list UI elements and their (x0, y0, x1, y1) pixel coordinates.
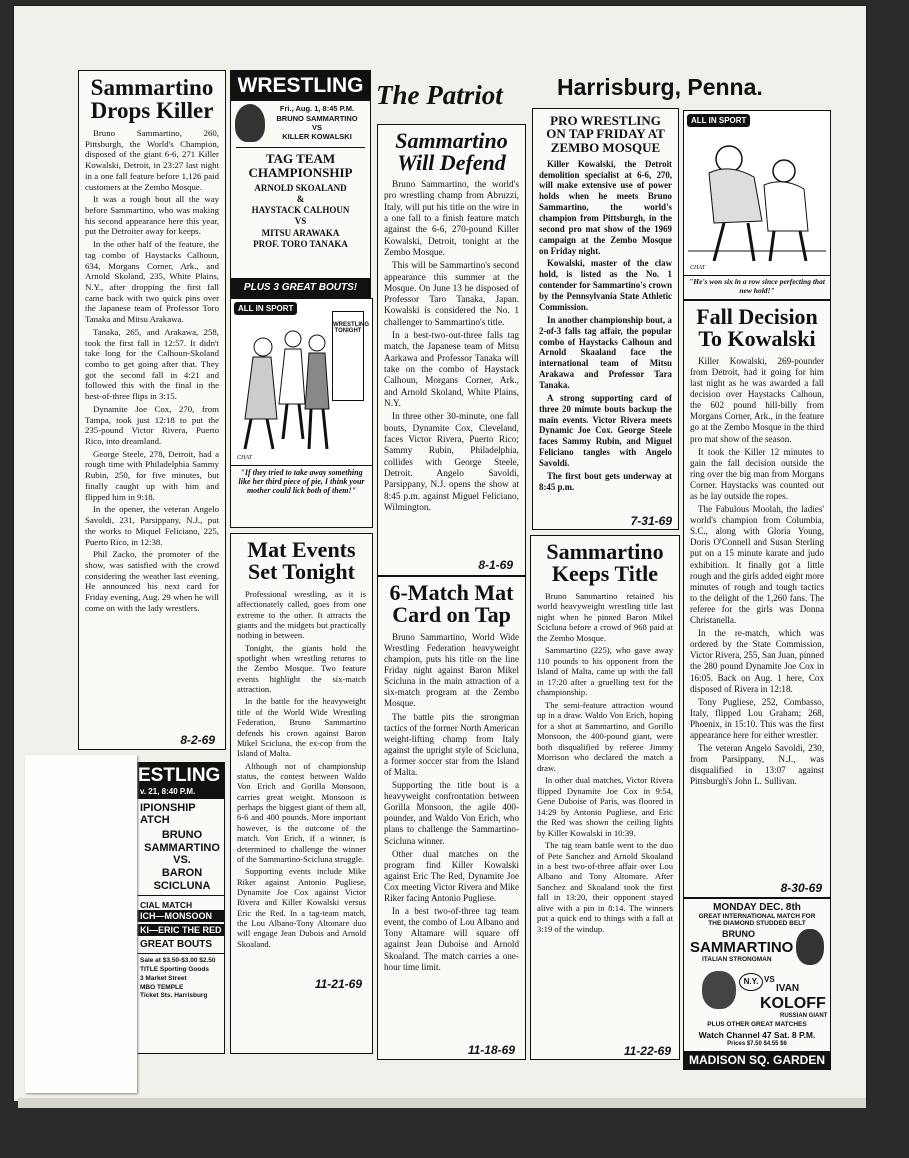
ad3-prices: Prices $7.50 $4.55 $6 (727, 1041, 787, 1047)
paragraph: The battle pits the strongman tactics of the former North American weight-lifting champ from Italy against the upright style of Scicluna, a former soccer star from the Island of Malta. (384, 711, 519, 777)
special-match-2: KI—ERIC THE RED (118, 924, 224, 936)
ad-main-line: VS. (173, 854, 191, 867)
headline: Mat Events Set Tonight (247, 537, 356, 585)
ad-plus: GREAT BOUTS (118, 936, 224, 954)
paragraph: Supporting the title bout is a heavyweight confrontation between Gorilla Monsoon, the agile 400-pounder, and Waldo Von Erich, who plans to challenge the Sammartino-Scicluna winner. (384, 780, 519, 846)
ad-madison-sq-garden (683, 898, 831, 1070)
paragraph: A strong supporting card of three 20 minute bouts backup the main events. Victor Rivera meets Dynamic Joe Cox. George Steele faces Sammy Rubin, and Miguel Feliciano tangles with Angelo Savoldi. (539, 392, 672, 468)
paragraph: Professional wrestling, as it is affectionately called, goes from one extreme to the other. It attracts the giants and the midgets but practically nothing in between. (237, 588, 366, 641)
paragraph: Sammartino (225), who gave away 110 pounds to his opponent from the Island of Malta, came up with the fall in 17:20 after a gruelling test for the championship. (537, 645, 673, 698)
ad3-koloff: KOLOFF (760, 995, 826, 1012)
paragraph: Tanaka, 265, and Arakawa, 258, took the first fall in 12:57. It didn't take long for the Calhoun-Skoland combo to get going after that. They got the second fall in 4:21 and followed this with the final in the best-of-three flips in 3:15. (85, 326, 219, 402)
ad-wrestling-aug-1 (230, 70, 371, 298)
ticket-line: 3 Market Street (140, 974, 187, 982)
paragraph: In other dual matches, Victor Rivera flipped Dynamite Joe Cox in 9:54, Gene Duboise of Paris, was floored in 14:29 by Antonio Pugliese, and Eric the Red was shown the ceiling lights by Killer Kowalski in 10:39. (537, 775, 673, 838)
ad3-top: MONDAY DEC. 8th (713, 902, 801, 913)
ad-date: v. 21, 8:40 P.M. (118, 787, 224, 799)
cartoon-figures-icon (231, 299, 371, 465)
ticket-line: Sale at $3.50-$3.00 $2.50 (140, 957, 216, 965)
handwritten-date: 8-1-69 (478, 558, 513, 572)
handwritten-date: 11-22-69 (623, 1044, 671, 1058)
paragraph: Kowalski, master of the claw hold, is listed as the No. 1 contender for Sammartino's crown by the Pennsylvania State Athletic Commission. (539, 258, 672, 312)
ad-main-line: SCICLUNA (153, 879, 211, 892)
ad-plus: PLUS 3 GREAT BOUTS! (231, 278, 370, 297)
ad-main2: KILLER KOWALSKI (282, 132, 352, 142)
koloff-photo (702, 971, 736, 1009)
cartoon-artist: CHAT (237, 455, 253, 461)
headline: Sammartino Drops Killer (90, 75, 214, 124)
ticket-line: Ticket Sts. Harrisburg (140, 992, 208, 1000)
article-body (537, 591, 673, 935)
paragraph: George Steele, 278, Detroit, had a rough time with Philadelphia Sammy Rubin, 250, for five minutes, but finally caught up with him and flipped him in 9:18. (85, 448, 219, 502)
cartoon-caption: "He's won six in a row since perfecting that new hold!" (689, 277, 825, 295)
article-sammartino-will-defend (377, 124, 526, 576)
torn-paper-overlay (25, 755, 137, 1093)
cartoon-label: ALL IN SPORT (234, 302, 297, 315)
ny-badge: N.Y. (739, 973, 763, 991)
paragraph: In a best-two-out-three falls tag match, the Japanese team of Mitsu Aarkawa and Professor Tanaka will take on the combo of Haystack Calhoun, Morgans Corner, Ark., and Arnold Skoland, White Plains, N.Y. (384, 331, 519, 410)
ad3-plus: PLUS OTHER GREAT MATCHES (707, 1021, 807, 1028)
paragraph: Other dual matches on the program find Killer Kowalski against Eric The Red, Dynamite Joe Cox meeting Victor Rivera and Mike Riker facing Antonio Pugliese. (384, 848, 519, 904)
handwritten-date: 7-31-69 (630, 514, 672, 528)
paragraph: Dynamite Joe Cox, 270, from Tampa, took just 12:18 to put the 235-pound Victor Rivera, Puerto Rico, into dreamland. (85, 403, 219, 447)
ad3-ivan: IVAN (776, 983, 800, 994)
article-body (237, 589, 366, 949)
tag-line: PROF. TORO TANAKA (253, 238, 348, 249)
tag-line: VS (294, 216, 307, 227)
headline: Sammartino Will Defend (395, 128, 508, 176)
headline: 6-Match Mat Card on Tap (389, 580, 514, 628)
paragraph: Phil Zacko, the promoter of the show, was satisfied with the crowd considering the weather last evening. He announced his next card for Friday evening, Aug. 29 when he will come on with the lady wrestlers. (85, 549, 219, 613)
ad3-venue: MADISON SQ. GARDEN (684, 1051, 830, 1069)
sammartino-photo (796, 929, 824, 965)
paragraph: It took the Killer 12 minutes to gain the fall decision outside the ring over the big man from Morgans Corner. Haystacks was counted out as he lay outside the ropes. (690, 446, 824, 501)
ad-main-line: BRUNO (161, 829, 203, 842)
paragraph: In a best two-of-three tag team event, the combo of Lou Albano and Tony Altamare will square off against Jean Duboise and Arnold Skoaland. The match carries a one-hour time limit. (384, 906, 519, 972)
ad-title: ESTLING (118, 763, 224, 787)
article-pro-wrestling-on-tap (532, 108, 679, 530)
article-body (85, 128, 219, 614)
paragraph: Bruno Sammartino, the world's pro wrestling champ from Abruzzi, Italy, will put his title on the wire in a one fall to a finish feature match against the 6-6, 270-pound Killer Kowalski, Detroit, tonight at the Zembo Mosque. (384, 179, 519, 258)
masthead-paper: The Patriot (376, 80, 503, 110)
paragraph: In the opener, the veteran Angelo Savoldi, 231, Parsippany, N.J., put the works to Miquel Feliciano, 225, Puerto Rico, in 12:38. (85, 504, 219, 547)
cartoon-wrestlers-icon (684, 111, 830, 275)
paragraph: Supporting events include Mike Riker against Antonio Pugliese, Dynamite Joe Cox against Victor Rivera and Killer Kowalski versus Eric the Red. In a tag-team match, the Lou Albano-Tony Altomare duo will engage Jean Dubois and Arnold Skoaland. (237, 866, 366, 949)
ad-main-line: BARON (161, 867, 203, 880)
paragraph: Killer Kowalski, 269-pounder from Detroit, had it going for him last night as he was awarded a fall decision over Haystacks Calhoun, the 602 pound hill-billy from Morgans Corner, Ark., in the feature go at the Zembo Mosque in the third pro mat show of the season. (690, 355, 824, 444)
championship-match: IPIONSHIP ATCH (140, 802, 196, 827)
cartoon-all-in-sport-1 (230, 298, 373, 528)
cartoon-all-in-sport-2 (683, 110, 831, 300)
paragraph: The tag team battle went to the duo of Pete Sanchez and Arnold Skoaland in a best two-of-three affair over Lou Albano and Tony Altomare. After Sanchez and Skoaland took the first fall in 13:20, their opponent stayed alive with a pin in 8:14. The winners put a quick end to things with a fall at 3:19 of the windup. (537, 840, 673, 934)
handwritten-date: 8-2-69 (180, 733, 215, 747)
paragraph: Bruno Sammartino, 260, Pittsburgh, the World's Champion, disposed of the giant 6-6, 271 Killer Kowalski, Detroit, in 23:27 last night in a one fall feature before 1,126 paid customers at the Zembo Mosque. (85, 127, 219, 192)
tag-line: HAYSTACK CALHOUN (251, 205, 350, 216)
ad-title: WRESTLING (231, 71, 370, 101)
article-6-match-mat-card (377, 576, 526, 1060)
masthead-city: Harrisburg, Penna. (557, 74, 763, 100)
article-sammartino-drops-killer (78, 70, 226, 750)
ad-vs: VS (311, 123, 322, 132)
cartoon-caption: "If they tried to take away something like her third piece of pie, I think your mother could lick both of them!" (238, 468, 365, 496)
ticket-line: MBO TEMPLE (140, 983, 184, 991)
paragraph: The semi-feature attraction wound up in a draw. Waldo Von Erich, hoping for a shot at Sammartino, and Gorillo Monsoon, the 400-pound giant, were both disqualified by referee Jimmy Morrison who declared the match a draw. (537, 699, 673, 773)
article-body (384, 632, 519, 973)
cartoon-label: ALL IN SPORT (687, 114, 750, 127)
ad3-watch: Watch Channel 47 Sat. 8 P.M. (698, 1030, 816, 1040)
paragraph: In the other half of the feature, the tag combo of Haystacks Calhoun, 634, Morgans Corner, Ark., and Arnold Skoland, 235, White Plains, N.Y., after dropping the first fall came back with two quick pins over the Japanese team of Professor Toro Tanaka and Mitsu Arakawa. (85, 239, 219, 325)
cartoon-drawing (231, 299, 372, 466)
paragraph: Although not of championship status, the contest between Waldo Von Erich and Gorilla Monsoon, carries great weight. Monsoon is perhaps the biggest giant of them all, 6-6 and 400 pounds. More important however, is the outcome of the match. Von Erich, if a winner, is determined to challenge the winner of the Sammartino-Scicluna struggle. (237, 760, 366, 864)
tag-title: TAG TEAM CHAMPIONSHIP (248, 151, 353, 181)
cartoon-drawing (684, 111, 830, 276)
paragraph: Tonight, the giants hold the spotlight when wrestling returns to the Zembo Mosque. Two feature events highlight the six-match attraction. (237, 642, 366, 695)
ticket-line: TITLE Sporting Goods (140, 966, 209, 974)
paragraph: It was a rough bout all the way before Sammartino, who was making his second appearance here this year, put the Detroiter away for keeps. (85, 194, 219, 237)
handwritten-date: 8-30-69 (780, 881, 822, 895)
special-match: CIAL MATCH (118, 895, 224, 910)
article-mat-events-set-tonight (230, 533, 373, 1054)
article-fall-decision-to-kowalski (683, 300, 831, 898)
paragraph: This will be Sammartino's second appearance this summer at the Mosque. On June 13 he disposed of Professor Taro Tanaka, Japan. Kowalski is considered the No. 1 challenger to Sammartino's title. (384, 261, 519, 328)
handwritten-date: 11-21-69 (314, 977, 362, 991)
ad3-sub: GREAT INTERNATIONAL MATCH FOR THE DIAMOND STUDDED BELT (698, 913, 816, 928)
article-body (539, 159, 672, 493)
tag-line: MITSU ARAWAKA (261, 227, 340, 238)
paragraph: In three other 30-minute, one fall bouts, Dynamite Cox, Cleveland, faces Victor Rivera, Puerto Rico; Sammy Rubin, Philadelphia, collides with George Steele, Detroit. Angelo Savoldi, Parsippany, N.J. opens the show at 8:45 p.m. against Miguel Feliciano, Wilmington. (384, 412, 519, 514)
tag-line: ARNOLD SKOALAND (254, 182, 347, 193)
ad3-name2: SAMMARTINO (690, 939, 794, 957)
paragraph: Killer Kowalski, the Detroit demolition specialist at 6-6, 270, will make extensive use of power holds when he meets Bruno Sammartino, the world's champion from Pittsburgh, in the second pro mat show of the 1969 campaign at the Zembo Mosque on Friday night. (539, 158, 672, 256)
ad3-name1: BRUNO (722, 929, 755, 940)
wrestler-photo (235, 104, 265, 142)
paragraph: In another championship bout, a 2-of-3 falls tag affair, the popular combo of Haystacks Calhoun and Arnold Skaaland face the international team of Mitsu Arakawa and Professor Tara Tanaka. (539, 314, 672, 390)
ad-date: Fri., Aug. 1, 8:45 P.M. (279, 104, 355, 114)
paragraph: Tony Pugliese, 252, Combasso, Italy, flipped Lou Graham; 268, Phoenix, in 15:10. This was the first appearance here for either wrestler. (690, 696, 824, 740)
ad3-vs: VS (764, 975, 775, 984)
paragraph: The veteran Angelo Savoldi, 230, from Parsippany, N.J., was disqualified in 13:07 against Pittsburgh's John L. Sullivan. (690, 743, 824, 787)
paragraph: In the re-match, which was ordered by the State Commission, Victor Rivera, 255, San Juan, pinned the 280 pound Dynamite Joe Cox in 16:05. Back on Aug. 1 here, Cox disposed of Rivera in 12:18. (690, 628, 824, 694)
poster-sign: WRESTLING TONIGHT (332, 311, 364, 401)
article-body (690, 356, 824, 788)
headline: PRO WRESTLING ON TAP FRIDAY AT ZEMBO MOSQUE (546, 113, 665, 155)
ad-main1: BRUNO SAMMARTINO (276, 113, 358, 123)
headline: Fall Decision To Kowalski (696, 304, 818, 352)
ad3-tag1: ITALIAN STRONGMAN (702, 956, 772, 964)
ad3-tag2: RUSSIAN GIANT (780, 1013, 828, 1019)
paragraph: Bruno Sammartino retained his world heavyweight wrestling title last night when he pinned Baron Mikel Scicluna before a crowd of 968 paid at the Zembo Mosque. (537, 590, 673, 643)
ad-main-line: SAMMARTINO (144, 841, 220, 854)
cartoon-artist: CHAT (690, 265, 706, 271)
paragraph: The first bout gets underway at 8:45 p.m. (539, 470, 672, 492)
article-sammartino-keeps-title (530, 535, 680, 1060)
page-edge (18, 1098, 866, 1108)
special-match-1: ICH—MONSOON (118, 910, 224, 922)
paragraph: The Fabulous Moolah, the ladies' world's champion from Columbia, S.C., along with Gloria Young, Doris O'Connell and Susan Sterling put on a 15 minute karate and judo exhibition. It finally got a little rough and the girls added eight more minutes of rough and tough tactics to the delight of the 1,260 fans. The referee for the girls was Donna Christanella. (690, 504, 824, 626)
tag-line: & (296, 193, 305, 204)
article-body (384, 180, 519, 515)
headline: Sammartino Keeps Title (546, 539, 664, 587)
paragraph: Bruno Sammartino, World Wide Wrestling Federation heavyweight champion, puts his title on the line Friday night against Baron Mikel Scicluna in the main attraction of a six-match program at the Zembo Mosque. (384, 631, 519, 709)
paragraph: In the battle for the heavyweight title of the World Wide Wrestling Federation, Bruno Sammartino defends his crown against Baron Mikel Scicluna, the ex-cop from the Island of Malta. (237, 696, 366, 759)
handwritten-date: 11-18-69 (467, 1043, 515, 1057)
